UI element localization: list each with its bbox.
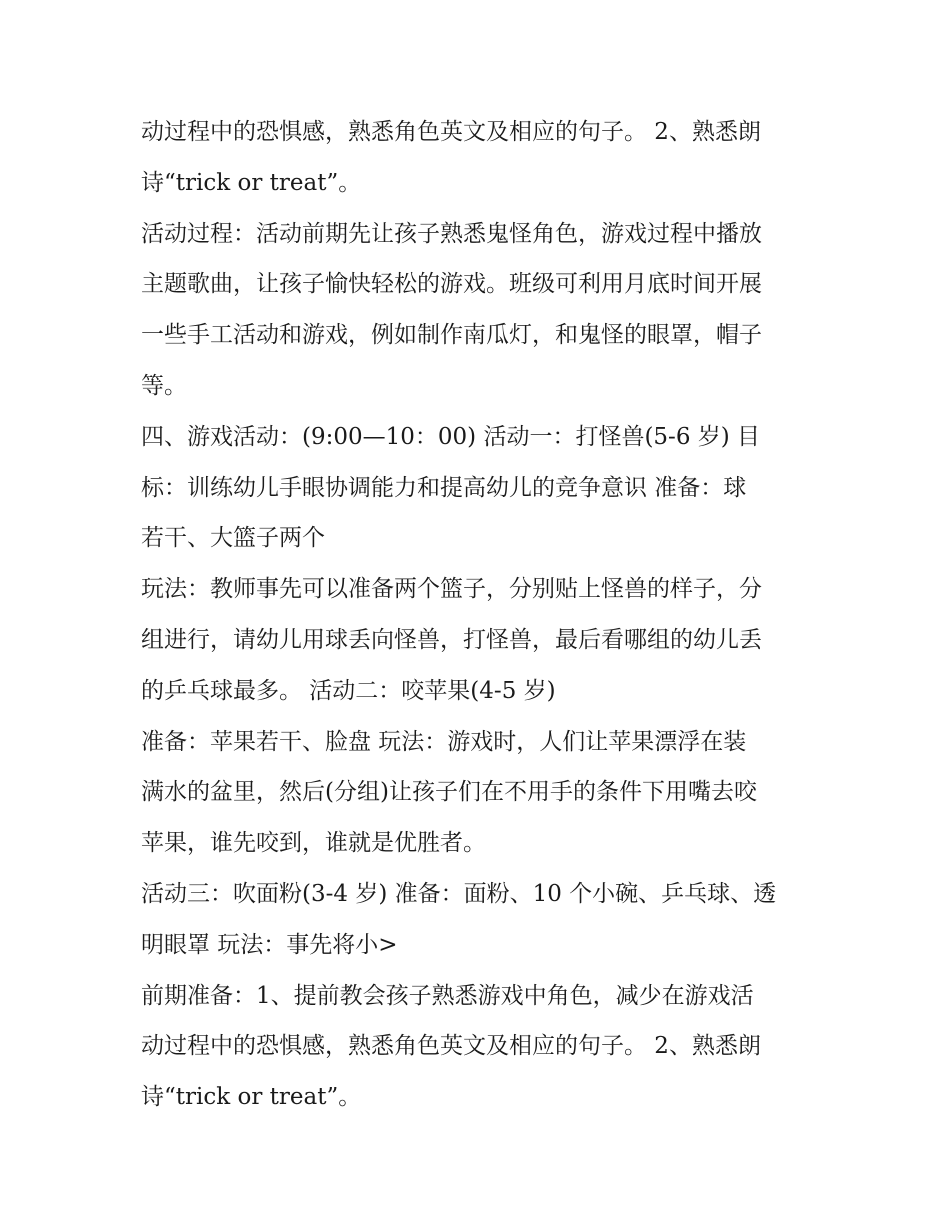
text-line: 诗“trick or treat”。 <box>141 169 362 196</box>
text-line: 动过程中的恐惧感，熟悉角色英文及相应的句子。 2、熟悉朗 <box>141 1033 761 1060</box>
text-line: 苹果，谁先咬到，谁就是优胜者。 <box>141 830 486 857</box>
text-line: 活动过程：活动前期先让孩子熟悉鬼怪角色，游戏过程中播放 <box>141 220 762 247</box>
text-line: 诗“trick or treat”。 <box>141 1084 362 1111</box>
text-line: 一些手工活动和游戏，例如制作南瓜灯，和鬼怪的眼罩，帽子 <box>141 322 762 349</box>
text-line: 若干、大篮子两个 <box>141 525 325 552</box>
text-line: 明眼罩 玩法：事先将小> <box>141 931 398 958</box>
text-line: 准备：苹果若干、脸盘 玩法：游戏时，人们让苹果漂浮在装 <box>141 728 747 755</box>
text-line: 活动三：吹面粉(3-4 岁) 准备：面粉、10 个小碗、乒乓球、透 <box>141 880 777 907</box>
document-body <box>141 107 821 1123</box>
text-line: 的乒乓球最多。 活动二：咬苹果(4-5 岁) <box>141 677 556 704</box>
text-line: 前期准备：1、提前教会孩子熟悉游戏中角色，减少在游戏活 <box>141 982 754 1009</box>
text-line: 四、游戏活动：(9:00—10：00) 活动一：打怪兽(5-6 岁) 目 <box>141 423 761 450</box>
text-line: 主题歌曲，让孩子愉快轻松的游戏。班级可利用月底时间开展 <box>141 271 762 298</box>
text-line: 动过程中的恐惧感，熟悉角色英文及相应的句子。 2、熟悉朗 <box>141 119 761 145</box>
text-line: 玩法：教师事先可以准备两个篮子，分别贴上怪兽的样子，分 <box>141 576 762 603</box>
text-line: 满水的盆里，然后(分组)让孩子们在不用手的条件下用嘴去咬 <box>141 779 757 806</box>
text-line: 等。 <box>141 372 187 399</box>
text-line: 组进行，请幼儿用球丢向怪兽，打怪兽，最后看哪组的幼儿丢 <box>141 626 762 653</box>
text-line: 标：训练幼儿手眼协调能力和提高幼儿的竞争意识 准备：球 <box>141 474 747 501</box>
